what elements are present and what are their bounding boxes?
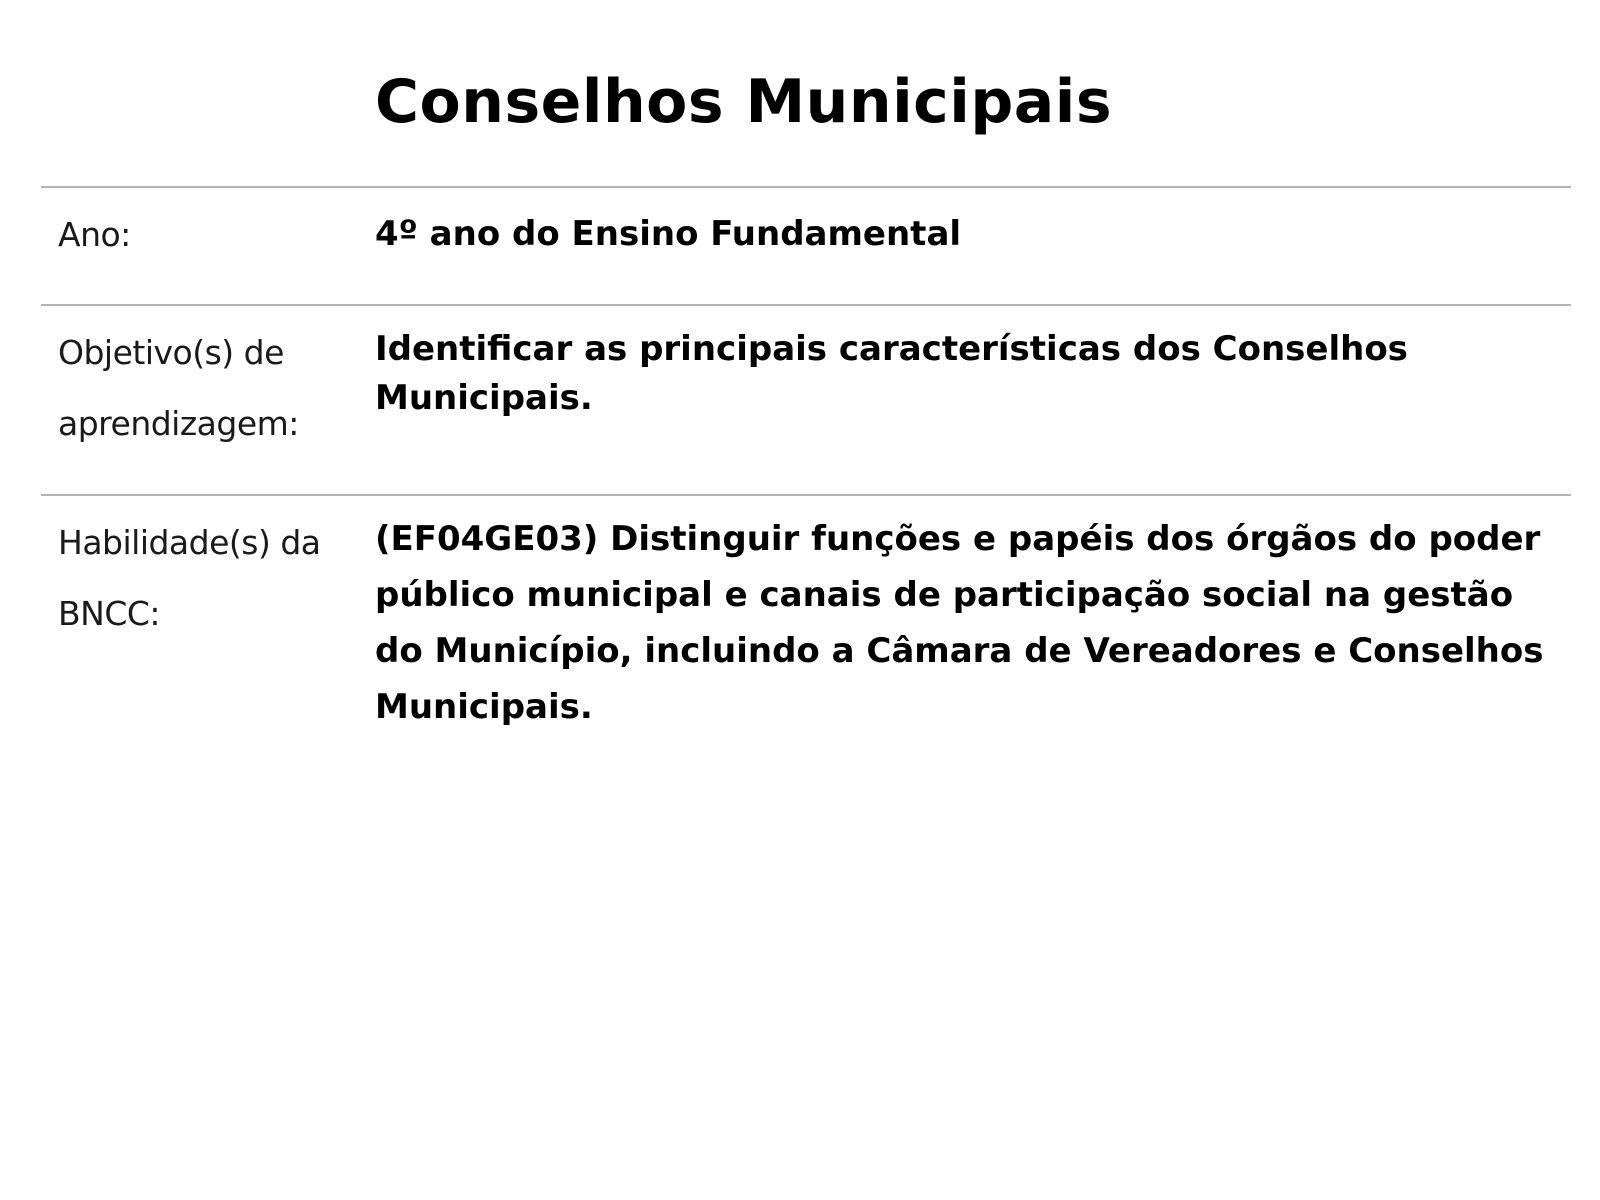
ano-value: 4º ano do Ensino Fundamental: [375, 214, 962, 254]
habilidade-label: Habilidade(s) da BNCC:: [58, 523, 321, 633]
row-ano: [41, 186, 1571, 304]
page-title: Conselhos Municipais: [375, 67, 1113, 137]
ano-label: Ano:: [58, 215, 131, 254]
row-objetivo: [41, 304, 1571, 494]
lesson-info-table: [41, 186, 1571, 744]
habilidade-value: (EF04GE03) Distinguir funções e papéis dos órgãos do poder público municipal e canais de participação social na gestão do Município, incluindo a Câmara de Vereadores e Conselhos Municipais.: [375, 519, 1544, 727]
row-habilidade: [41, 494, 1571, 744]
objetivo-label: Objetivo(s) de aprendizagem:: [58, 333, 299, 443]
objetivo-value: Identificar as principais características dos Conselhos Municipais.: [375, 329, 1408, 418]
